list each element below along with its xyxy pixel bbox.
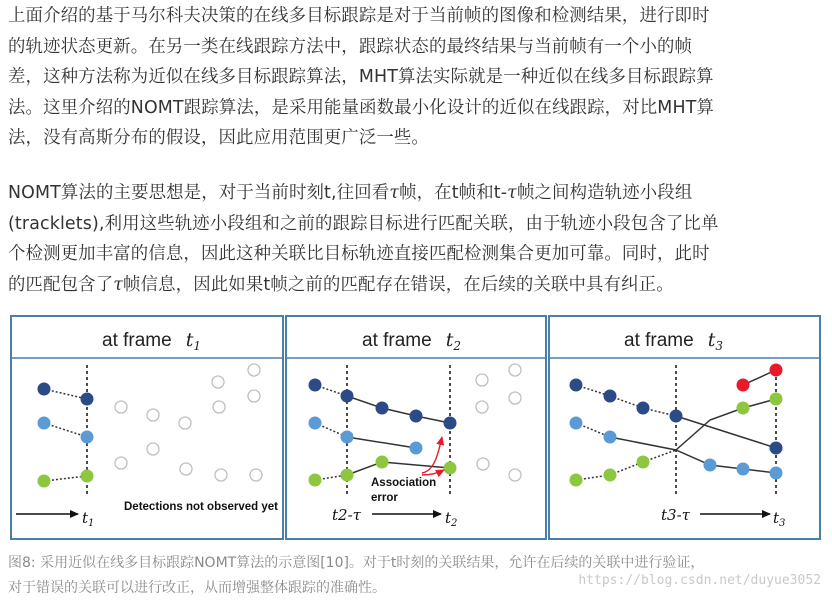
track-light-blue — [770, 467, 783, 480]
unobserved-detection — [476, 374, 488, 386]
track-green — [570, 474, 583, 487]
track-dark-blue — [309, 379, 322, 392]
unobserved-detection — [476, 401, 488, 413]
track-dark-blue — [770, 442, 783, 455]
unobserved-detection — [248, 390, 260, 402]
axis-end-label: $t_2$ — [445, 509, 458, 529]
track-dark-blue — [410, 410, 423, 423]
paragraph-nomt-intro — [8, 1, 828, 154]
track-dark-blue — [444, 417, 457, 430]
tau-symbol: τ — [507, 183, 517, 203]
track-dark-blue — [670, 410, 683, 423]
panel-title: at frame $t_1$ — [102, 329, 201, 353]
track-light-blue — [309, 417, 322, 430]
unobserved-detection — [250, 469, 262, 481]
text-segment: 帧，在t帧和t- — [399, 183, 508, 203]
track-green — [341, 469, 354, 482]
unobserved-detection — [147, 409, 159, 421]
track-light-blue — [410, 442, 423, 455]
axis-start-label: t2-τ — [332, 506, 361, 524]
text-line — [8, 178, 828, 209]
text-line: 个检测更加丰富的信息，因此这种关联比目标轨迹直接匹配检测集合更加可靠。同时，此时 — [8, 244, 710, 264]
track-light-blue — [341, 431, 354, 444]
nomt-diagram — [10, 315, 822, 540]
text-segment: 帧信息，因此如果t帧之前的匹配存在错误，在后续的关联中具有纠正。 — [123, 274, 674, 295]
track-light-blue — [737, 463, 750, 476]
blog-watermark: https://blog.csdn.net/duyue3052 — [578, 573, 821, 588]
track-green — [81, 470, 94, 483]
unobserved-detection — [509, 392, 521, 404]
text-segment: 的匹配包含了 — [8, 274, 114, 295]
track-green — [376, 456, 389, 469]
track-dark-blue — [570, 379, 583, 392]
tau-symbol: τ — [113, 274, 124, 295]
track-green — [604, 469, 617, 482]
caption-line: 对于错误的关联可以进行改正，从而增强整体跟踪的准确性。 — [8, 580, 386, 596]
track-dark-blue — [341, 390, 354, 403]
track-red — [770, 364, 783, 377]
unobserved-detection — [115, 401, 127, 413]
caption-line: 图8: 采用近似在线多目标跟踪NOMT算法的示意图[10]。对于t时刻的关联结果，允许在后续的关联中进行验证， — [8, 555, 705, 571]
unobserved-detection — [215, 469, 227, 481]
association-error-label: Association — [371, 477, 437, 489]
track-dark-blue — [38, 383, 51, 396]
track-dark-blue — [604, 390, 617, 403]
text-line: 的轨迹状态更新。在另一类在线跟踪方法中，跟踪状态的最终结果与当前帧有一个小的帧 — [8, 36, 693, 57]
text-line: 法。这里介绍的NOMT跟踪算法，是采用能量函数最小化设计的近似在线跟踪，对比MHT算 — [8, 97, 715, 118]
unobserved-detection — [509, 469, 521, 481]
panel-frame-t2 — [286, 316, 546, 539]
track-green — [309, 474, 322, 487]
panel-title: at frame $t_3$ — [624, 329, 723, 353]
track-dark-blue — [81, 393, 94, 406]
association-error-label: error — [371, 492, 398, 504]
axis-end-label: $t_3$ — [773, 509, 786, 529]
track-red — [737, 379, 750, 392]
not-observed-label: Detections not observed yet — [124, 501, 279, 513]
text-line: 差，这种方法称为近似在线多目标跟踪算法，MHT算法实际就是一种近似在线多目标跟踪算 — [8, 67, 714, 87]
text-line: (tracklets),利用这些轨迹小段组和之前的跟踪目标进行匹配关联，由于轨迹小段包含了比单 — [8, 213, 719, 234]
unobserved-detection — [213, 401, 225, 413]
text-line: 上面介绍的基于马尔科夫决策的在线多目标跟踪是对于当前帧的图像和检测结果，进行即时 — [8, 6, 710, 26]
axis-start-label: t3-τ — [661, 506, 690, 524]
unobserved-detection — [147, 443, 159, 455]
text-segment: NOMT算法的主要思想是，对于当前时刻t,往回看 — [8, 183, 390, 203]
panel-frame-t3 — [549, 316, 820, 539]
tau-symbol: τ — [389, 183, 400, 203]
paragraph-nomt-idea — [8, 178, 828, 300]
track-light-blue — [81, 431, 94, 444]
unobserved-detection — [180, 463, 192, 475]
axis-end-label: $t_1$ — [82, 509, 95, 529]
text-segment: 帧之间构造轨迹小段组 — [516, 183, 693, 203]
track-light-blue — [570, 417, 583, 430]
unobserved-detection — [509, 364, 521, 376]
track-light-blue — [604, 431, 617, 444]
text-line — [8, 270, 828, 301]
track-green — [737, 402, 750, 415]
track-dark-blue — [637, 402, 650, 415]
track-light-blue — [38, 417, 51, 430]
track-green — [38, 475, 51, 488]
track-green — [637, 456, 650, 469]
unobserved-detection — [212, 376, 224, 388]
text-line: 法，没有高斯分布的假设，因此应用范围更广泛一些。 — [8, 128, 429, 148]
unobserved-detection — [248, 364, 260, 376]
unobserved-detection — [115, 457, 127, 469]
unobserved-detection — [179, 417, 191, 429]
track-green — [770, 393, 783, 406]
panel-title: at frame $t_2$ — [362, 329, 461, 353]
unobserved-detection — [477, 458, 489, 470]
track-light-blue — [704, 459, 717, 472]
track-dark-blue — [376, 402, 389, 415]
track-green — [444, 462, 457, 475]
panel-frame-t1 — [11, 316, 283, 539]
